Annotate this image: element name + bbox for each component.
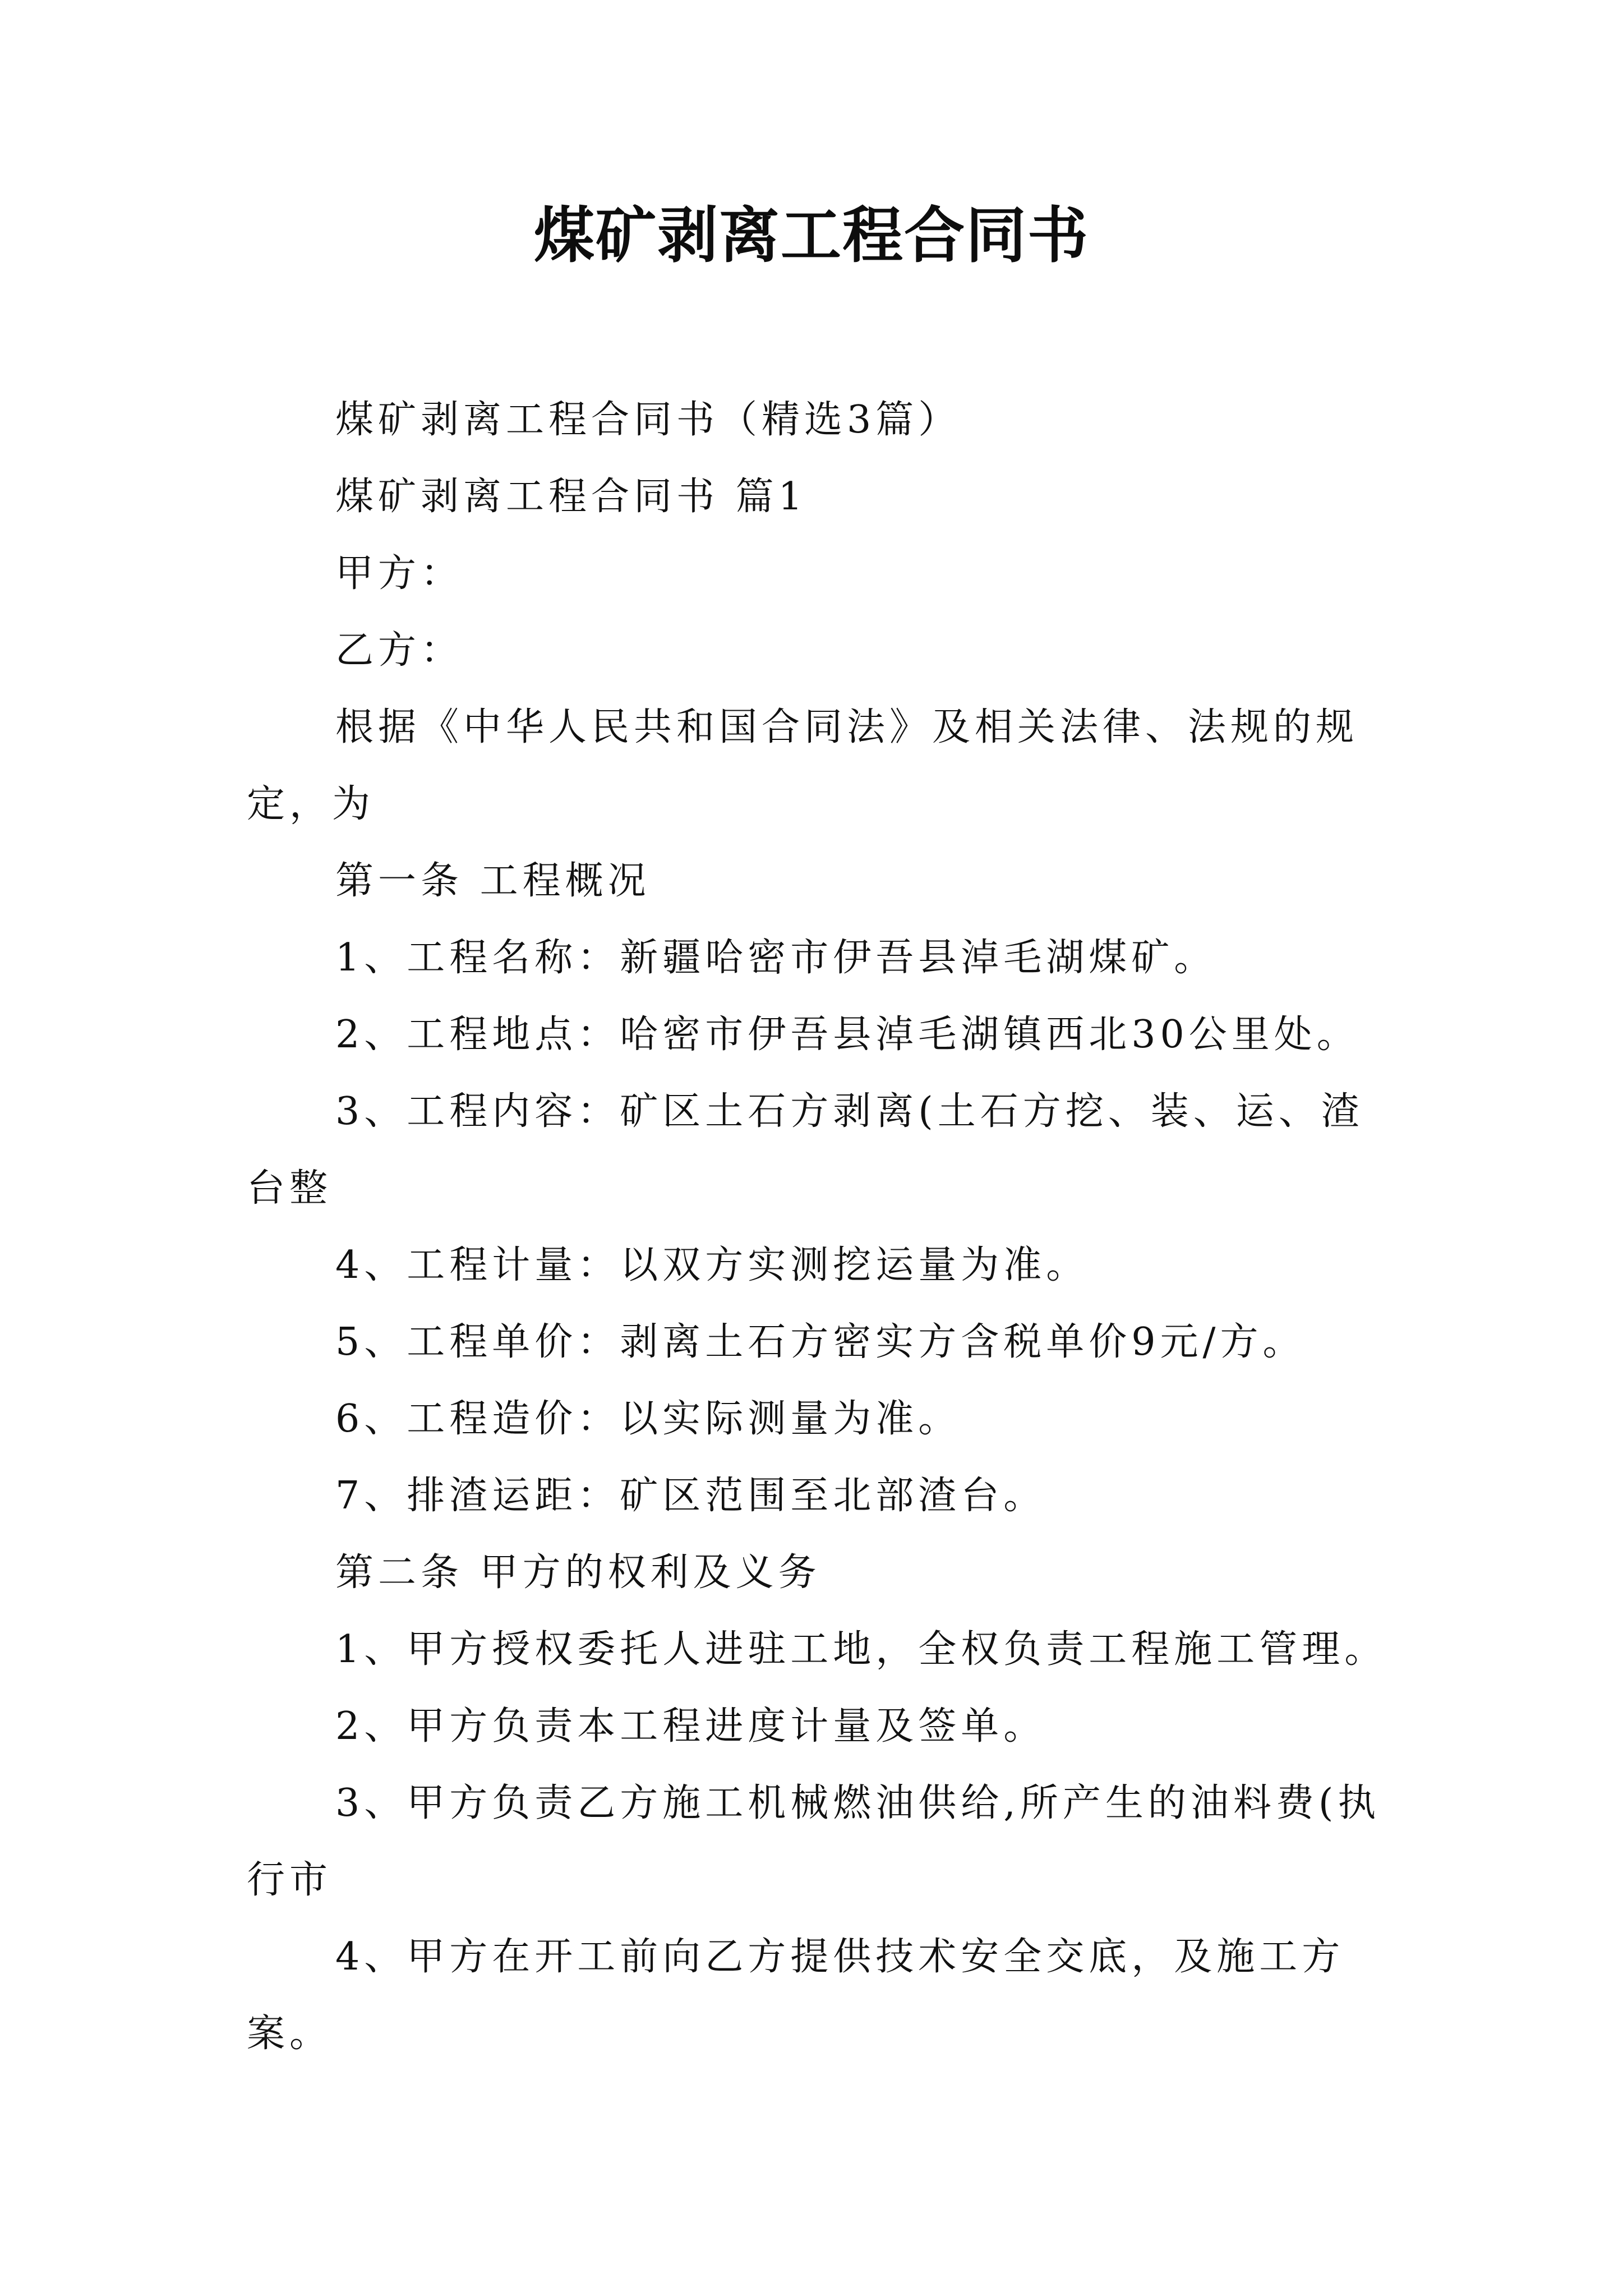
paragraph-project-location: 2、工程地点：哈密市伊吾县淖毛湖镇西北30公里处。: [335, 1013, 1359, 1057]
paragraph-project-cost: 6、工程造价：以实际测量为准。: [335, 1397, 961, 1441]
paragraph-article-2: 第二条 甲方的权利及义务: [335, 1550, 821, 1595]
paragraph-basis: 根据《中华人民共和国合同法》及相关法律、法规的规定，为: [247, 705, 1359, 826]
paragraph-project-name: 1、工程名称：新疆哈密市伊吾县淖毛湖煤矿。: [335, 936, 1217, 980]
paragraph-unit-price: 5、工程单价：剥离土石方密实方含税单价9元/方。: [335, 1320, 1306, 1364]
paragraph-party-a-authorization: 1、甲方授权委托人进驻工地，全权负责工程施工管理。: [335, 1627, 1387, 1672]
document-title: 煤矿剥离工程合同书: [533, 200, 1089, 271]
paragraph-party-a: 甲方：: [335, 551, 464, 596]
paragraph-discharge-distance: 7、排渣运距：矿区范围至北部渣台。: [335, 1474, 1046, 1518]
paragraph-party-a-safety: 4、甲方在开工前向乙方提供技术安全交底，及施工方案。: [247, 1935, 1345, 2056]
paragraph-project-content: 3、工程内容：矿区土石方剥离(土石方挖、装、运、渣台整: [247, 1089, 1364, 1211]
paragraph-project-measurement: 4、工程计量：以双方实测挖运量为准。: [335, 1243, 1089, 1287]
paragraph-part-heading: 煤矿剥离工程合同书 篇1: [335, 475, 807, 519]
paragraph-party-a-progress: 2、甲方负责本工程进度计量及签单。: [335, 1704, 1046, 1749]
paragraph-party-b: 乙方：: [335, 628, 464, 673]
paragraph-party-a-fuel: 3、甲方负责乙方施工机械燃油供给,所产生的油料费(执行市: [247, 1781, 1381, 1902]
paragraph-article-1: 第一条 工程概况: [335, 859, 651, 903]
document-body: [247, 381, 1388, 2072]
paragraph-selection-note: 煤矿剥离工程合同书（精选3篇）: [335, 398, 961, 442]
